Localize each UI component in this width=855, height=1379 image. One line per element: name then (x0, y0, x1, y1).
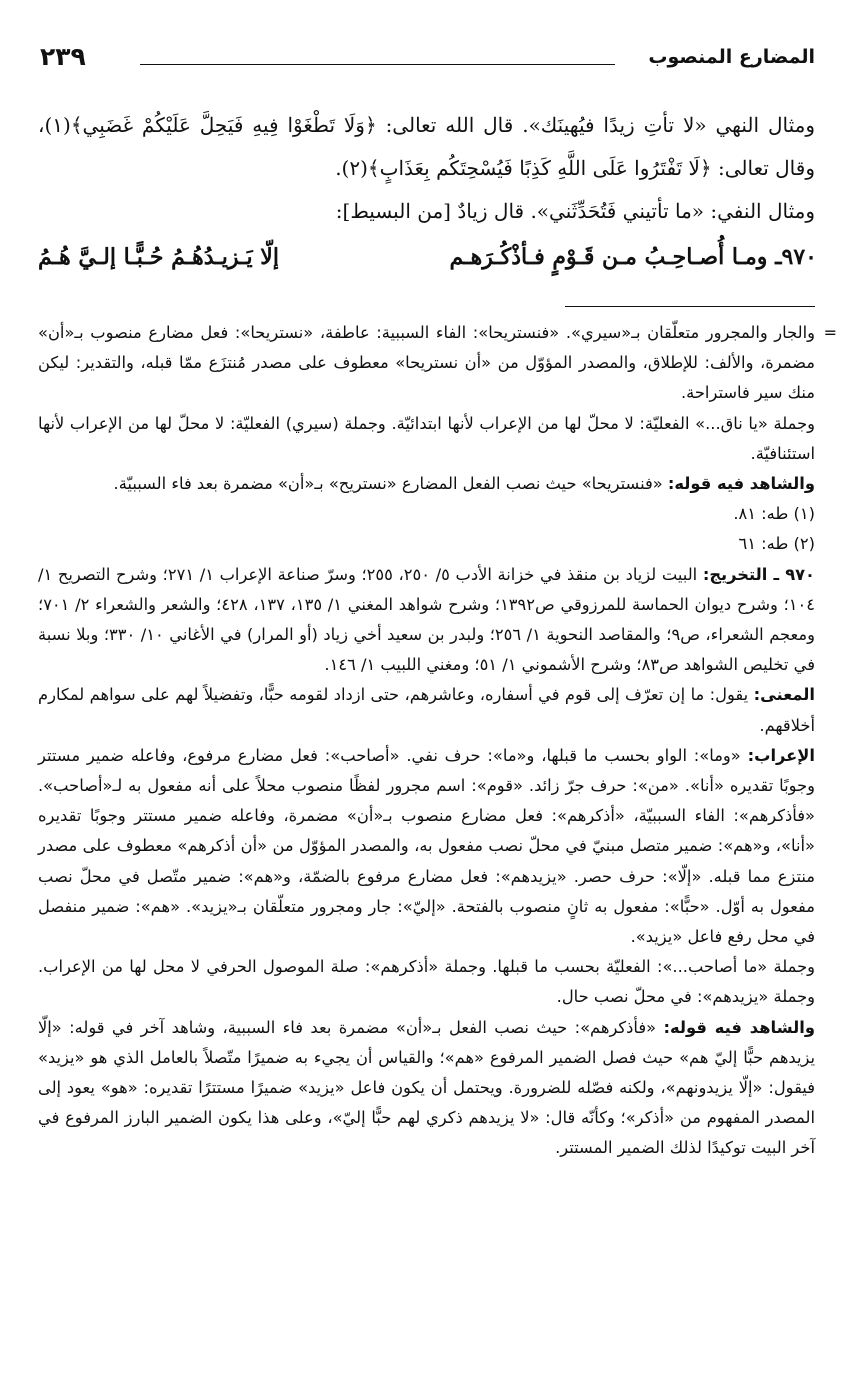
note-sentence-analysis: وجملة «يا ناق...» الفعليّة: لا محلّ لها من الإعراب لأنها ابتدائيّة. وجملة (سيري) الفعليّة: لا محلّ لها من الإعراب لأنها استئنافيّة. (38, 413, 815, 463)
note-shahid-label: والشاهد فيه قوله: (663, 1017, 815, 1037)
footnotes (38, 318, 837, 1164)
footnote-1: (١) طه: ٨١. (733, 504, 815, 524)
note-sentences: وجملة «ما أصاحب...»: الفعليّة بحسب ما قبلها. وجملة «أذكرهم»: صلة الموصول الحرفي لا محل لها من الإعراب. وجملة «يزيدهم»: في محلّ نصب حال. (38, 957, 815, 1007)
note-takhrij-label: ٩٧٠ ـ التخريج: (702, 564, 815, 584)
note-evidence (38, 469, 815, 499)
footnote-2: (٢) طه: ٦١ (738, 534, 815, 554)
note-shahid (38, 1013, 815, 1164)
running-header-title: المضارع المنصوب (648, 46, 815, 68)
continuation-mark: = (823, 323, 837, 342)
note-meaning-text: يقول: ما إن تعرّف إلى قوم في أسفاره، وعاشرهم، حتى ازداد لقومه حبًّا، وتفضيلاً لهم على سواهم لمكارم أخلاقهم. (38, 685, 815, 735)
running-header (40, 42, 815, 78)
verse-first-hemistich: ٩٧٠ـ ومـا أُصـاحِـبُ مـن قَـوْمٍ فـأذْكُـرَهـم (449, 244, 817, 270)
note-continued-parsing: والجار والمجرور متعلّقان بـ«سيري». «فنستريحا»: الفاء السببية: عاطفة، «نستريحا»: فعل مضارع منصوب بـ«أن» مضمرة، والألف: للإطلاق، والمصدر المؤوّل من «أن نستريحا» معطوف على مصدر مُنتزَع ممّا قبله، والتقدير: ليكن منك سير فاستراحة. (38, 323, 815, 403)
paragraph-prohibition-example: ومثال النهي «لا تأتِ زيدًا فيُهينَك». قال الله تعالى: ﴿وَلَا تَطْغَوْا فِيهِ فَيَحِلَّ عَلَيْكُمْ غَضَبِي﴾(١)، وقال تعالى: ﴿لَا تَفْتَرُوا عَلَى اللَّهِ كَذِبًا فَيُسْحِتَكُم بِعَذَابٍ﴾(٢). (38, 113, 815, 180)
note-takhrij-text: البيت لزياد بن منقذ في خزانة الأدب ٥/ ٢٥٠، ٢٥٥؛ وسرّ صناعة الإعراب ١/ ٢٧١؛ وشرح التصريح ١/ ١٠٤؛ وشرح ديوان الحماسة للمرزوقي ص١٣٩٢؛ وشرح شواهد المغني ١/ ١٣٥، ١٣٧، ٤٢٨؛ والشعر والشعراء ٢/ ٧٠١؛ ومعجم الشعراء، ص٩؛ والمقاصد النحوية ١/ ٢٥٦؛ ولبدر بن سعيد أخي زياد (أو المرار) في الأغاني ١٠/ ٣٣٠؛ وبلا نسبة في تخليص الشواهد ص٨٣؛ وشرح الأشموني ١/ ٥١؛ ومغني اللبيب ١/ ١٤٦. (38, 564, 815, 675)
footnote-separator (565, 306, 815, 307)
note-irab-label: الإعراب: (747, 745, 815, 765)
note-meaning (38, 680, 815, 740)
note-evidence-label: والشاهد فيه قوله: (667, 474, 815, 494)
note-meaning-label: المعنى: (753, 685, 815, 705)
verse-970 (38, 244, 817, 286)
note-evidence-text: «فنستريحا» حيث نصب الفعل المضارع «نستريح» بـ«أن» مضمرة بعد فاء السببيّة. (113, 474, 668, 494)
note-shahid-text: «فأذكرهم»: حيث نصب الفعل بـ«أن» مضمرة بعد فاء السببية، وشاهد آخر في قوله: «إلّا يزيدهم حبًّا إليّ هم» حيث فصل الضمير المرفوع «هم»؛ والقياس أن يجيء به ضميرًا متّصلاً بالعامل الذي هو «يزيد» فيقول: «إلّا يزيدونهم»، ولكنه فصّله للضرورة. ويحتمل أن يكون فاعل «يزيد» ضميرًا مستترًا تقديره: «هو» يعود إلى المصدر المفهوم من «أذكر»؛ وكأنّه قال: «لا يزيدهم ذكري لهم حبًّا إليّ»، وعلى هذا يكون الضمير البارز المرفوع في آخر البيت توكيدًا لذلك الضمير المستتر. (38, 1017, 815, 1158)
header-rule (140, 64, 615, 65)
page-number: ٢٣٩ (40, 42, 86, 71)
verse-second-hemistich: إلّا يَـزيـدُهُـمُ حُـبًّـا إلـيَّ هُـمُ (38, 244, 279, 270)
note-irab (38, 741, 815, 952)
note-irab-text: «وما»: الواو بحسب ما قبلها، و«ما»: حرف نفي. «أصاحب»: فعل مضارع مرفوع، وفاعله ضمير مستتر وجوبًا تقديره «أنا». «من»: حرف جرّ زائد. «قوم»: اسم مجرور لفظًا منصوب محلاً على أنه مفعول به لـ«أصاحب». «فأذكرهم»: الفاء السببيّة، «أذكرهم»: فعل مضارع منصوب بـ«أن» مضمرة، وفاعله ضمير مستتر وجوبًا تقديره «أنا»، و«هم»: ضمير متصل مبنيّ في محلّ نصب مفعول به، والمصدر المؤوّل من «أن أذكرهم» معطوف على مصدر منتزع مما قبله. «إلّا»: حرف حصر. «يزيدهم»: فعل مضارع مرفوع بالضمّة، و«هم»: ضمير متّصل في محلّ نصب مفعول به أوّل. «حبًّا»: مفعول به ثانٍ منصوب بالفتحة. «إليّ»: جار ومجرور متعلّقان بـ«يزيد». «هم»: ضمير منفصل في محل رفع فاعل «يزيد». (38, 745, 815, 947)
main-text (38, 104, 815, 233)
paragraph-negation-example: ومثال النفي: «ما تأتيني فَتُحَدِّثَني». قال زيادٌ [من البسيط]: (335, 199, 815, 223)
note-takhrij (38, 560, 815, 681)
